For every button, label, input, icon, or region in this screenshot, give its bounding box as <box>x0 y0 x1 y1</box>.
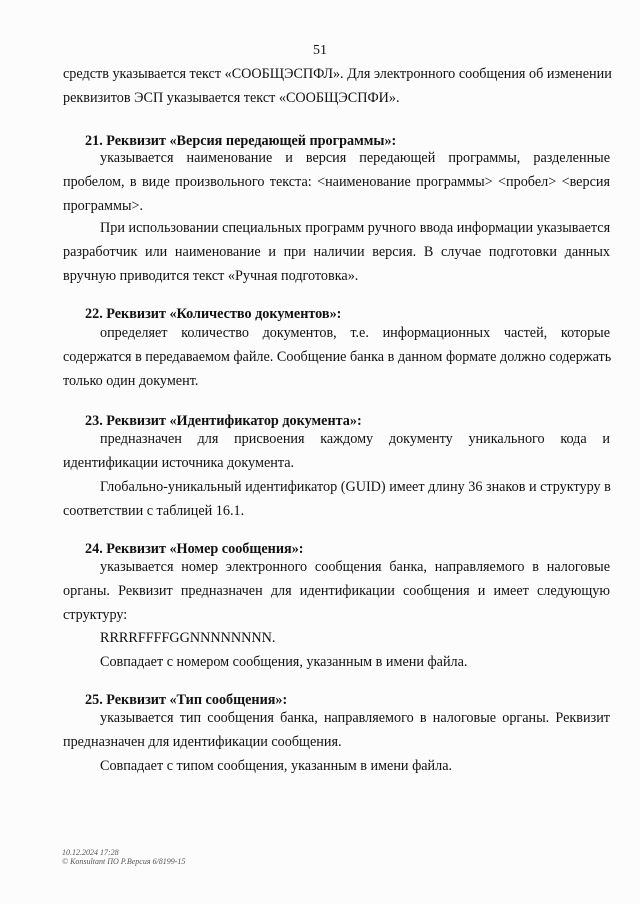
section-21-body <box>63 146 610 218</box>
text-line: Совпадает с номером сообщения, указанным в имени файла. <box>100 654 468 670</box>
section-22-body <box>63 321 610 393</box>
text-line: соответствии с таблицей 16.1. <box>63 503 245 519</box>
section-25-body-2 <box>63 754 610 778</box>
message-number-structure: RRRRFFFFGGNNNNNNNN. <box>100 630 276 646</box>
text-line: указывается номер электронного сообщения банка, направляемого в налоговые <box>100 559 610 575</box>
section-24-heading: 24. Реквизит «Номер сообщения»: <box>85 541 304 557</box>
text-line: Совпадает с типом сообщения, указанным в имени файла. <box>100 758 453 774</box>
section-23-body-2 <box>63 475 610 523</box>
text-line: разработчик или наименование и при наличии версия. В случае подготовки данных <box>63 244 610 260</box>
text-line: Глобально-уникальный идентификатор (GUID) имеет длину 36 знаков и структуру в <box>100 479 611 495</box>
intro-paragraph <box>63 62 610 110</box>
section-21-heading: 21. Реквизит «Версия передающей программы»: <box>85 133 397 149</box>
section-22-heading: 22. Реквизит «Количество документов»: <box>85 306 342 322</box>
text-line: предназначен для присвоения каждому документу уникального кода и <box>100 431 610 447</box>
section-24-body <box>63 555 610 627</box>
text-line: средств указывается текст «СООБЩЭСПФЛ». Для электронного сообщения об изменении <box>63 66 612 82</box>
section-25-body <box>63 706 610 754</box>
page-number: 51 <box>313 43 327 58</box>
text-line: только один документ. <box>63 373 199 389</box>
text-line: пробелом, в виде произвольного текста: <наименование программы> <пробел> <версия <box>63 174 610 190</box>
text-line: идентификации источника документа. <box>63 455 295 471</box>
text-line: указывается наименование и версия передающей программы, разделенные <box>100 150 610 166</box>
section-21-body-2 <box>63 216 610 288</box>
text-line: органы. Реквизит предназначен для идентификации сообщения и имеет следующую <box>63 583 610 599</box>
footer-stamp <box>62 848 185 866</box>
text-line: содержатся в передаваемом файле. Сообщение банка в данном формате должно содержать <box>63 349 612 365</box>
section-23-heading: 23. Реквизит «Идентификатор документа»: <box>85 413 362 429</box>
text-line: структуру: <box>63 607 128 623</box>
section-24-body-2 <box>63 650 610 674</box>
text-line: реквизитов ЭСП указывается текст «СООБЩЭСПФИ». <box>63 90 400 106</box>
text-line: При использовании специальных программ ручного ввода информации указывается <box>100 220 611 236</box>
section-24-code <box>63 626 610 650</box>
footer-line: 10.12.2024 17:28 <box>62 848 119 857</box>
section-25-heading: 25. Реквизит «Тип сообщения»: <box>85 692 288 708</box>
footer-line: © Konsultant ПО Р.Версия 6/8199-15 <box>62 857 186 866</box>
text-line: вручную приводится текст «Ручная подготовка». <box>63 268 359 284</box>
section-23-body <box>63 427 610 475</box>
text-line: указывается тип сообщения банка, направляемого в налоговые органы. Реквизит <box>100 710 610 726</box>
text-line: программы>. <box>63 198 144 214</box>
text-line: предназначен для идентификации сообщения. <box>63 734 342 750</box>
text-line: определяет количество документов, т.е. информационных частей, которые <box>100 325 610 341</box>
